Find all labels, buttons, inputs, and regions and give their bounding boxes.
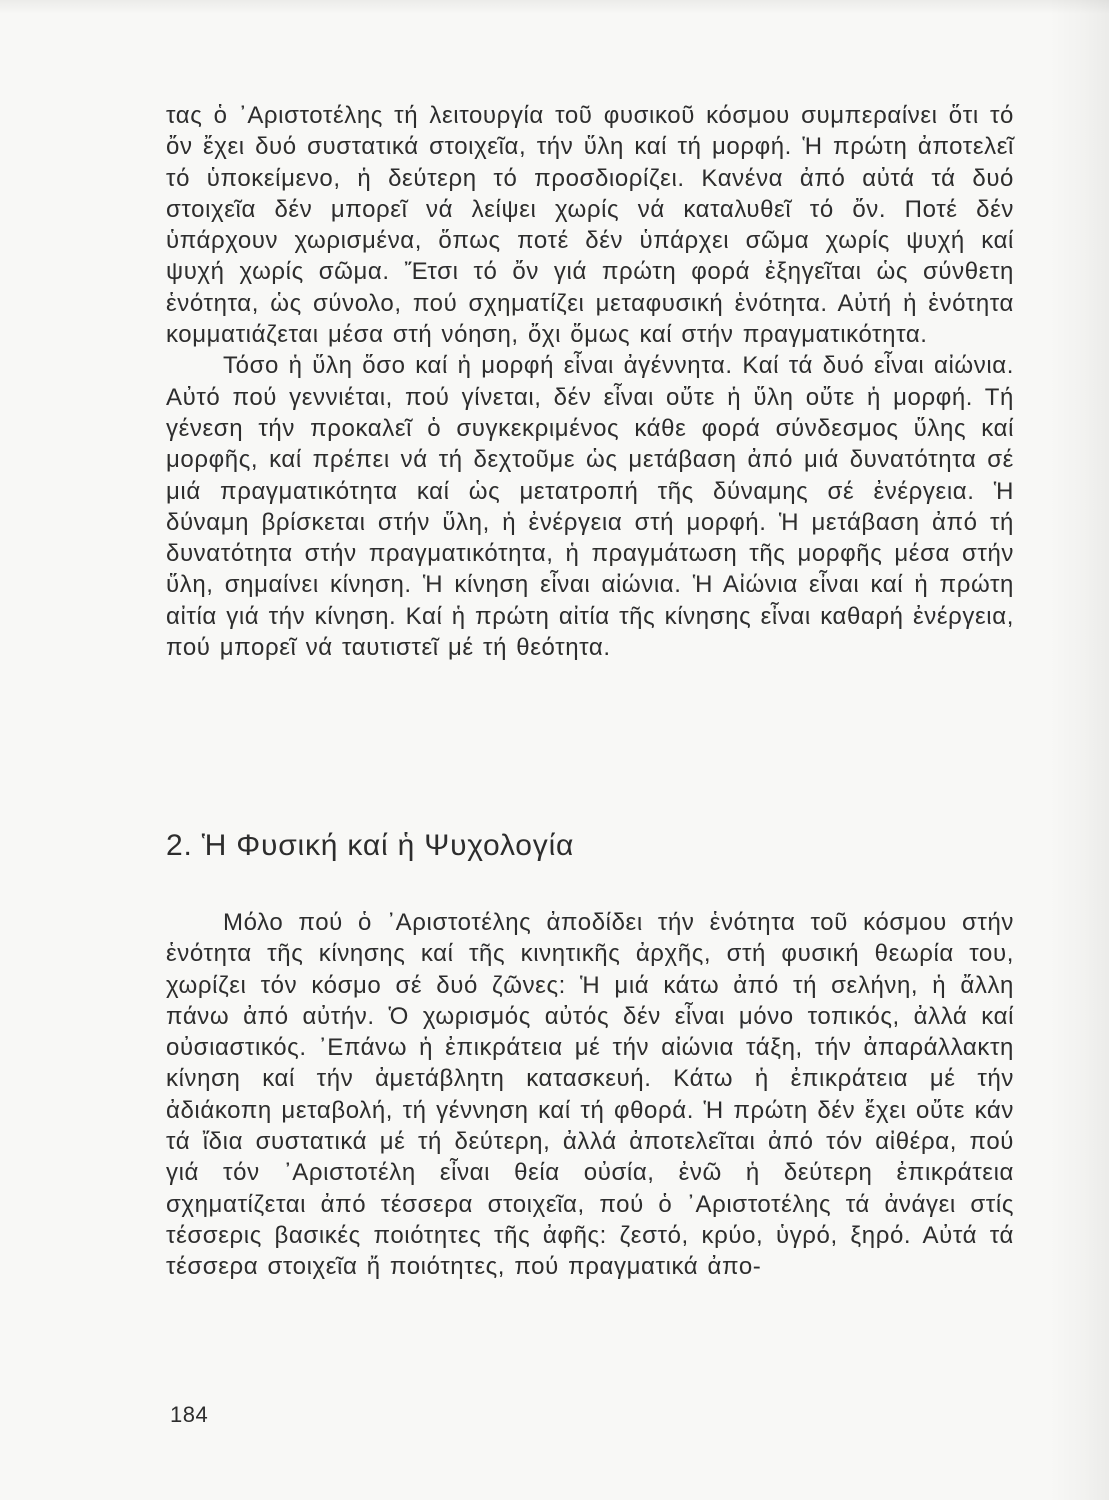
section-heading: 2. Ἡ Φυσική καί ἡ Ψυχολογία (166, 829, 575, 862)
body-text-top (166, 100, 1014, 663)
paragraph: Μόλο πού ὁ ᾽Αριστοτέλης ἀποδίδει τήν ἑνότητα τοῦ κόσμου στήν ἑνότητα τῆς κίνησης καί τῆς κινητικῆς ἀρχῆς, στή φυσική θεωρία του, χωρίζει τόν κόσμο σέ δυό ζῶνες: Ἡ μιά κάτω ἀπό τή σελήνη, ἡ ἄλλη πάνω ἀπό αὐτήν. Ὁ χωρισμός αὐτός δέν εἶναι μόνο τοπικός, ἀλλά καί οὐσιαστικός. ᾽Επάνω ἡ ἐπικράτεια μέ τήν αἰώνια τάξη, τήν ἀπαράλλακτη κίνηση καί τήν ἀμετάβλητη κατασκευή. Κάτω ἡ ἐπικράτεια μέ τήν ἀδιάκοπη μεταβολή, τή γέννηση καί τή φθορά. Ἡ πρώτη δέν ἔχει οὔτε κάν τά ἴδια συστατικά μέ τή δεύτερη, ἀλλά ἀποτελεῖται ἀπό τόν αἰθέρα, πού γιά τόν ᾽Αριστοτέλη εἶναι θεία οὐσία, ἐνῶ ἡ δεύτερη ἐπικράτεια σχηματίζεται ἀπό τέσσερα στοιχεῖα, πού ὁ ᾽Αριστοτέλης τά ἀνάγει στίς τέσσερις βασικές ποιότητες τῆς ἀφῆς: ζεστό, κρύο, ὑγρό, ξηρό. Αὐτά τά τέσσερα στοιχεῖα ἤ ποιότητες, πού πραγματικά ἀπο- (166, 909, 1014, 1281)
page-number: 184 (170, 1402, 209, 1427)
paragraph: τας ὁ ᾽Αριστοτέλης τή λειτουργία τοῦ φυσικοῦ κόσμου συμπεραίνει ὅτι τό ὄν ἔχει δυό συστατικά στοιχεῖα, τήν ὕλη καί τή μορφή. Ἡ πρώτη ἀποτελεῖ τό ὑποκείμενο, ἡ δεύτερη τό προσδιορίζει. Κανένα ἀπό αὐτά τά δυό στοιχεῖα δέν μπορεῖ νά λείψει χωρίς νά καταλυθεῖ τό ὄν. Ποτέ δέν ὑπάρχουν χωρισμένα, ὅπως ποτέ δέν ὑπάρχει σῶμα χωρίς ψυχή καί ψυχή χωρίς σῶμα. Ἔτσι τό ὄν γιά πρώτη φορά ἐξηγεῖται ὡς σύνθετη ἑνότητα, ὡς σύνολο, πού σχηματίζει μεταφυσική ἑνότητα. Αὐτή ἡ ἑνότητα κομματιάζεται μέσα στή νόηση, ὄχι ὅμως καί στήν πραγματικότητα. (166, 102, 1014, 349)
paragraph: Τόσο ἡ ὕλη ὅσο καί ἡ μορφή εἶναι ἀγέννητα. Καί τά δυό εἶναι αἰώνια. Αὐτό πού γεννιέται, πού γίνεται, δέν εἶναι οὔτε ἡ ὕλη οὔτε ἡ μορφή. Τή γένεση τήν προκαλεῖ ὁ συγκεκριμένος κάθε φορά σύνδεσμος ὕλης καί μορφῆς, καί πρέπει νά τή δεχτοῦμε ὡς μετάβαση ἀπό μιά δυνατότητα σέ μιά πραγματικότητα καί ὡς μετατροπή τῆς δύναμης σέ ἐνέργεια. Ἡ δύναμη βρίσκεται στήν ὕλη, ἡ ἐνέργεια στή μορφή. Ἡ μετάβαση ἀπό τή δυνατότητα στήν πραγματικότητα, ἡ πραγμάτωση τῆς μορφῆς μέσα στήν ὕλη, σημαίνει κίνηση. Ἡ κίνηση εἶναι αἰώνια. Ἡ Αἰώνια εἶναι καί ἡ πρώτη αἰτία γιά τήν κίνηση. Καί ἡ πρώτη αἰτία τῆς κίνησης εἶναι καθαρή ἐνέργεια, πού μπορεῖ νά ταυτιστεῖ μέ τή θεότητα. (166, 352, 1014, 662)
body-text-bottom (166, 907, 1014, 1283)
scan-top-shadow (0, 0, 1109, 14)
scan-edge-shadow (1049, 0, 1109, 1500)
